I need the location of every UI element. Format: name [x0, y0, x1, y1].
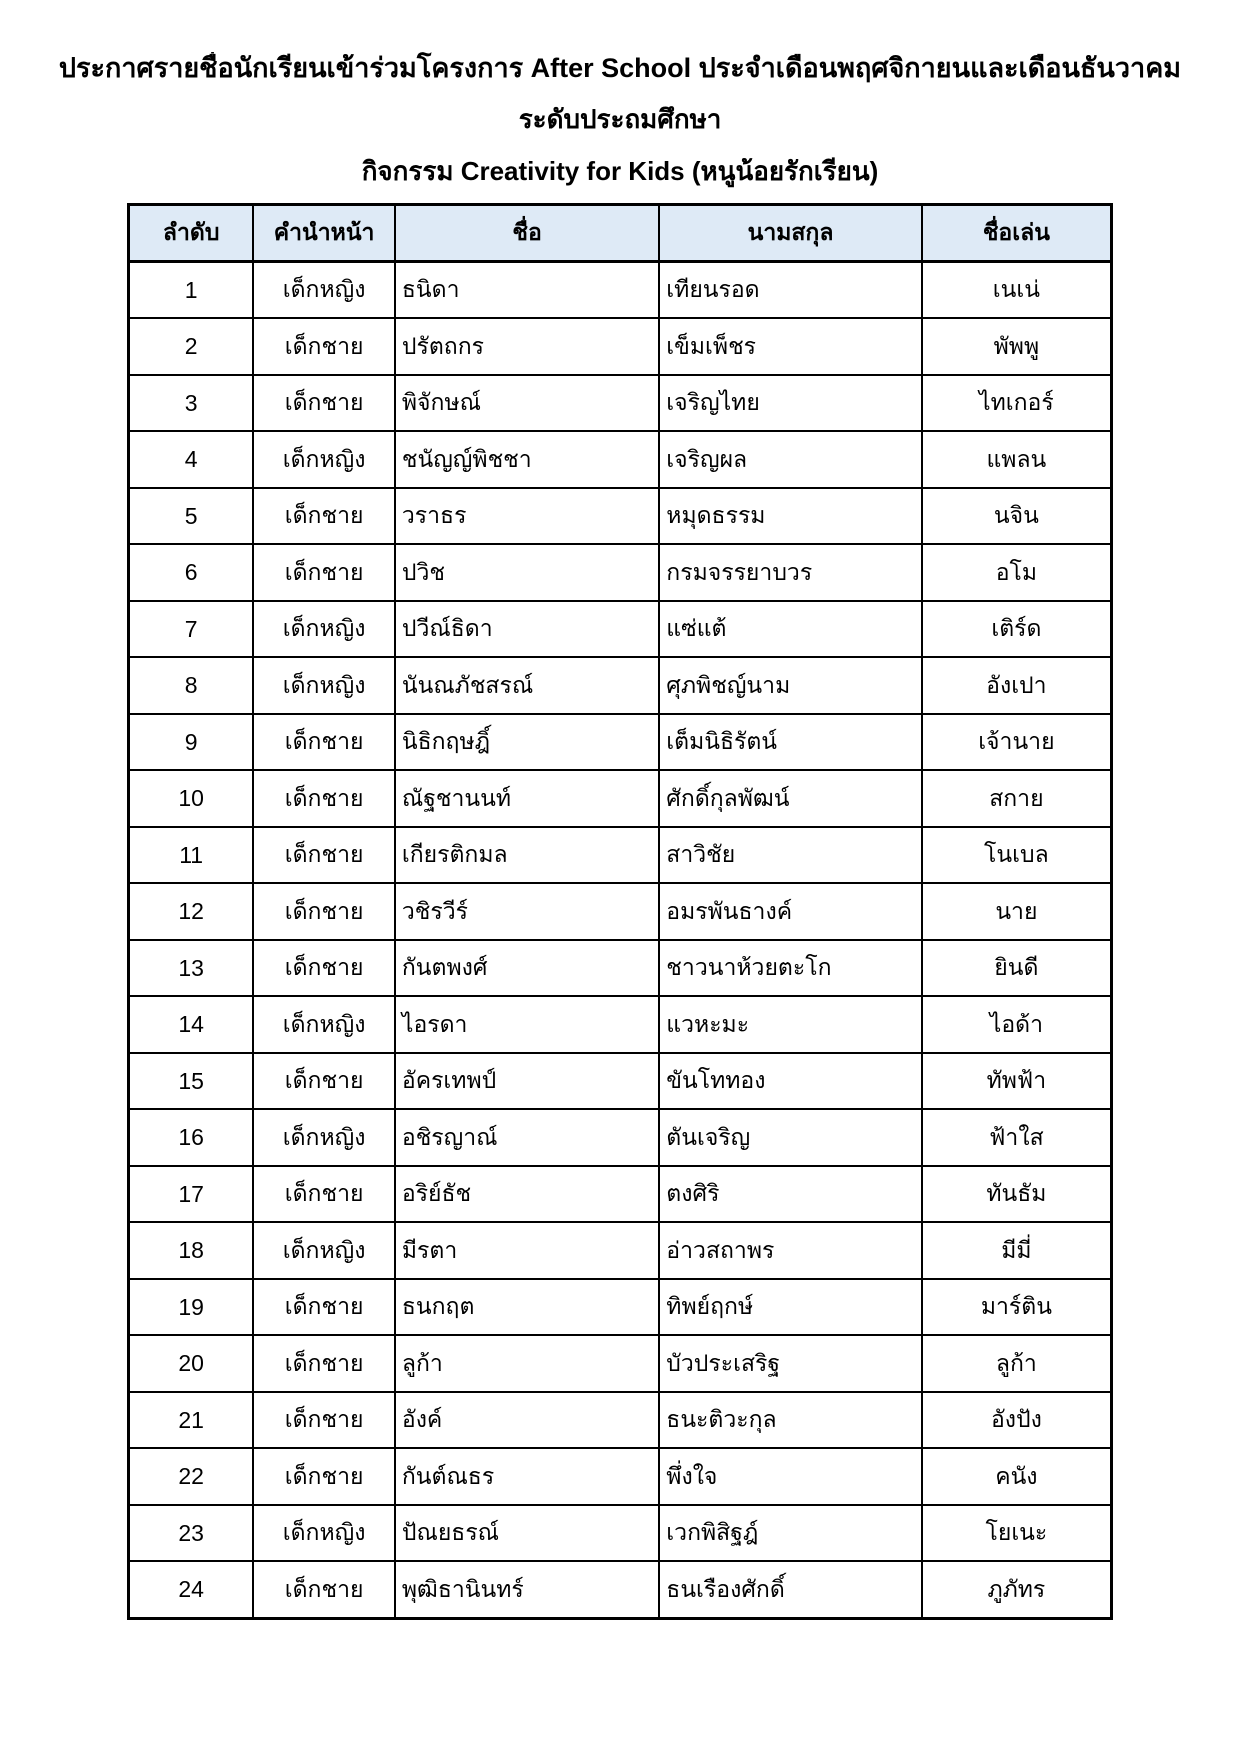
surname-cell: พึ่งใจ: [659, 1448, 921, 1505]
nickname-cell: ทันธัม: [922, 1166, 1112, 1223]
surname-cell: ขันโททอง: [659, 1053, 921, 1110]
row-number-cell: 17: [129, 1166, 254, 1223]
surname-cell: ศุภพิชญ์นาม: [659, 657, 921, 714]
row-number-cell: 20: [129, 1335, 254, 1392]
firstname-cell: นันณภัชสรณ์: [395, 657, 659, 714]
surname-cell: กรมจรรยาบวร: [659, 544, 921, 601]
firstname-cell: อชิรญาณ์: [395, 1109, 659, 1166]
firstname-cell: อริย์ธัช: [395, 1166, 659, 1223]
prefix-cell: เด็กหญิง: [253, 431, 395, 488]
prefix-cell: เด็กหญิง: [253, 1109, 395, 1166]
firstname-cell: กันต์ณธร: [395, 1448, 659, 1505]
table-row: [129, 375, 1112, 432]
firstname-cell: ปรัตถกร: [395, 318, 659, 375]
nickname-cell: พัพพู: [922, 318, 1112, 375]
firstname-cell: เกียรติกมล: [395, 827, 659, 884]
row-number-cell: 21: [129, 1392, 254, 1449]
firstname-cell: ลูก้า: [395, 1335, 659, 1392]
surname-cell: ธนเรืองศักดิ์: [659, 1561, 921, 1618]
nickname-cell: ทัพฟ้า: [922, 1053, 1112, 1110]
surname-cell: อมรพันธางค์: [659, 883, 921, 940]
prefix-cell: เด็กหญิง: [253, 657, 395, 714]
surname-cell: ศักดิ์กุลพัฒน์: [659, 770, 921, 827]
surname-cell: ชาวนาห้วยตะโก: [659, 940, 921, 997]
prefix-cell: เด็กชาย: [253, 714, 395, 771]
surname-cell: ทิพย์ฤกษ์: [659, 1279, 921, 1336]
nickname-cell: เติร์ด: [922, 601, 1112, 658]
nickname-cell: โยเนะ: [922, 1505, 1112, 1562]
surname-cell: ธนะติวะกุล: [659, 1392, 921, 1449]
table-row: [129, 657, 1112, 714]
table-row: [129, 261, 1112, 318]
prefix-cell: เด็กชาย: [253, 1392, 395, 1449]
table-row: [129, 1392, 1112, 1449]
table-row: [129, 827, 1112, 884]
row-number-cell: 6: [129, 544, 254, 601]
prefix-cell: เด็กชาย: [253, 1166, 395, 1223]
firstname-cell: พุฒิธานินทร์: [395, 1561, 659, 1618]
firstname-cell: ปัณยธรณ์: [395, 1505, 659, 1562]
subtitle-activity: กิจกรรม Creativity for Kids (หนูน้อยรักเรียน): [361, 155, 879, 186]
table-row: [129, 431, 1112, 488]
row-number-cell: 22: [129, 1448, 254, 1505]
row-number-cell: 13: [129, 940, 254, 997]
surname-cell: เข็มเพ็ชร: [659, 318, 921, 375]
surname-cell: แซ่แต้: [659, 601, 921, 658]
prefix-cell: เด็กชาย: [253, 770, 395, 827]
surname-cell: อ่าวสถาพร: [659, 1222, 921, 1279]
prefix-cell: เด็กหญิง: [253, 601, 395, 658]
row-number-cell: 18: [129, 1222, 254, 1279]
surname-cell: เทียนรอด: [659, 261, 921, 318]
row-number-cell: 5: [129, 488, 254, 545]
firstname-cell: ชนัญญ์พิชชา: [395, 431, 659, 488]
prefix-cell: เด็กชาย: [253, 940, 395, 997]
table-row: [129, 1279, 1112, 1336]
row-number-cell: 1: [129, 261, 254, 318]
surname-cell: บัวประเสริฐ: [659, 1335, 921, 1392]
table-row: [129, 714, 1112, 771]
surname-cell: หมุดธรรม: [659, 488, 921, 545]
firstname-cell: วชิรวีร์: [395, 883, 659, 940]
nickname-cell: เจ้านาย: [922, 714, 1112, 771]
firstname-cell: อัครเทพป์: [395, 1053, 659, 1110]
student-table: [127, 203, 1113, 1620]
prefix-cell: เด็กชาย: [253, 488, 395, 545]
firstname-cell: ไอรดา: [395, 996, 659, 1053]
prefix-cell: เด็กหญิง: [253, 1222, 395, 1279]
nickname-cell: เนเน่: [922, 261, 1112, 318]
surname-cell: สาวิชัย: [659, 827, 921, 884]
row-number-cell: 24: [129, 1561, 254, 1618]
table-row: [129, 996, 1112, 1053]
table-row: [129, 770, 1112, 827]
nickname-cell: นจิน: [922, 488, 1112, 545]
table-row: [129, 1561, 1112, 1618]
nickname-cell: อังเปา: [922, 657, 1112, 714]
firstname-cell: วราธร: [395, 488, 659, 545]
column-header-number: ลำดับ: [129, 204, 254, 261]
nickname-cell: มาร์ติน: [922, 1279, 1112, 1336]
surname-cell: เจริญผล: [659, 431, 921, 488]
surname-cell: เต็มนิธิรัตน์: [659, 714, 921, 771]
surname-cell: แวหะมะ: [659, 996, 921, 1053]
subtitle-level: ระดับประถมศึกษา: [518, 104, 722, 135]
firstname-cell: ธนกฤต: [395, 1279, 659, 1336]
prefix-cell: เด็กชาย: [253, 1053, 395, 1110]
student-table-body: [129, 261, 1112, 1618]
row-number-cell: 14: [129, 996, 254, 1053]
table-row: [129, 1448, 1112, 1505]
column-header-surname: นามสกุล: [659, 204, 921, 261]
nickname-cell: คนัง: [922, 1448, 1112, 1505]
row-number-cell: 11: [129, 827, 254, 884]
prefix-cell: เด็กหญิง: [253, 996, 395, 1053]
surname-cell: ตันเจริญ: [659, 1109, 921, 1166]
firstname-cell: ปวีณ์ธิดา: [395, 601, 659, 658]
firstname-cell: ปวิช: [395, 544, 659, 601]
nickname-cell: ไทเกอร์: [922, 375, 1112, 432]
prefix-cell: เด็กชาย: [253, 544, 395, 601]
table-row: [129, 940, 1112, 997]
nickname-cell: ไอด้า: [922, 996, 1112, 1053]
table-row: [129, 318, 1112, 375]
prefix-cell: เด็กหญิง: [253, 1505, 395, 1562]
prefix-cell: เด็กชาย: [253, 1279, 395, 1336]
firstname-cell: นิธิกฤษฎิ์: [395, 714, 659, 771]
column-header-nickname: ชื่อเล่น: [922, 204, 1112, 261]
row-number-cell: 23: [129, 1505, 254, 1562]
prefix-cell: เด็กชาย: [253, 1335, 395, 1392]
table-row: [129, 1335, 1112, 1392]
column-header-prefix: คำนำหน้า: [253, 204, 395, 261]
row-number-cell: 16: [129, 1109, 254, 1166]
firstname-cell: มีรตา: [395, 1222, 659, 1279]
row-number-cell: 12: [129, 883, 254, 940]
row-number-cell: 3: [129, 375, 254, 432]
column-header-firstname: ชื่อ: [395, 204, 659, 261]
firstname-cell: ณัฐชานนท์: [395, 770, 659, 827]
row-number-cell: 4: [129, 431, 254, 488]
nickname-cell: ภูภัทร: [922, 1561, 1112, 1618]
nickname-cell: ยินดี: [922, 940, 1112, 997]
row-number-cell: 15: [129, 1053, 254, 1110]
surname-cell: เวกพิสิฐฎ์: [659, 1505, 921, 1562]
nickname-cell: โนเบล: [922, 827, 1112, 884]
table-row: [129, 488, 1112, 545]
prefix-cell: เด็กชาย: [253, 827, 395, 884]
surname-cell: เจริญไทย: [659, 375, 921, 432]
student-table-header: [129, 204, 1112, 261]
title-block: [0, 0, 1240, 187]
row-number-cell: 19: [129, 1279, 254, 1336]
table-row: [129, 1053, 1112, 1110]
prefix-cell: เด็กชาย: [253, 1448, 395, 1505]
nickname-cell: มีมี่: [922, 1222, 1112, 1279]
nickname-cell: ฟ้าใส: [922, 1109, 1112, 1166]
table-row: [129, 1166, 1112, 1223]
nickname-cell: สกาย: [922, 770, 1112, 827]
prefix-cell: เด็กชาย: [253, 375, 395, 432]
table-row: [129, 883, 1112, 940]
table-row: [129, 601, 1112, 658]
header-row: [129, 204, 1112, 261]
nickname-cell: อังปัง: [922, 1392, 1112, 1449]
row-number-cell: 9: [129, 714, 254, 771]
nickname-cell: ลูก้า: [922, 1335, 1112, 1392]
row-number-cell: 10: [129, 770, 254, 827]
firstname-cell: พิจักษณ์: [395, 375, 659, 432]
prefix-cell: เด็กชาย: [253, 1561, 395, 1618]
prefix-cell: เด็กชาย: [253, 883, 395, 940]
row-number-cell: 8: [129, 657, 254, 714]
nickname-cell: นาย: [922, 883, 1112, 940]
firstname-cell: ธนิดา: [395, 261, 659, 318]
table-row: [129, 1109, 1112, 1166]
table-row: [129, 544, 1112, 601]
table-row: [129, 1505, 1112, 1562]
document-title: ประกาศรายชื่อนักเรียนเข้าร่วมโครงการ After School ประจำเดือนพฤศจิกายนและเดือนธันวาคม: [58, 53, 1182, 83]
nickname-cell: อโม: [922, 544, 1112, 601]
firstname-cell: อังค์: [395, 1392, 659, 1449]
prefix-cell: เด็กหญิง: [253, 261, 395, 318]
nickname-cell: แพลน: [922, 431, 1112, 488]
row-number-cell: 7: [129, 601, 254, 658]
row-number-cell: 2: [129, 318, 254, 375]
surname-cell: ตงศิริ: [659, 1166, 921, 1223]
table-row: [129, 1222, 1112, 1279]
firstname-cell: กันตพงศ์: [395, 940, 659, 997]
prefix-cell: เด็กชาย: [253, 318, 395, 375]
